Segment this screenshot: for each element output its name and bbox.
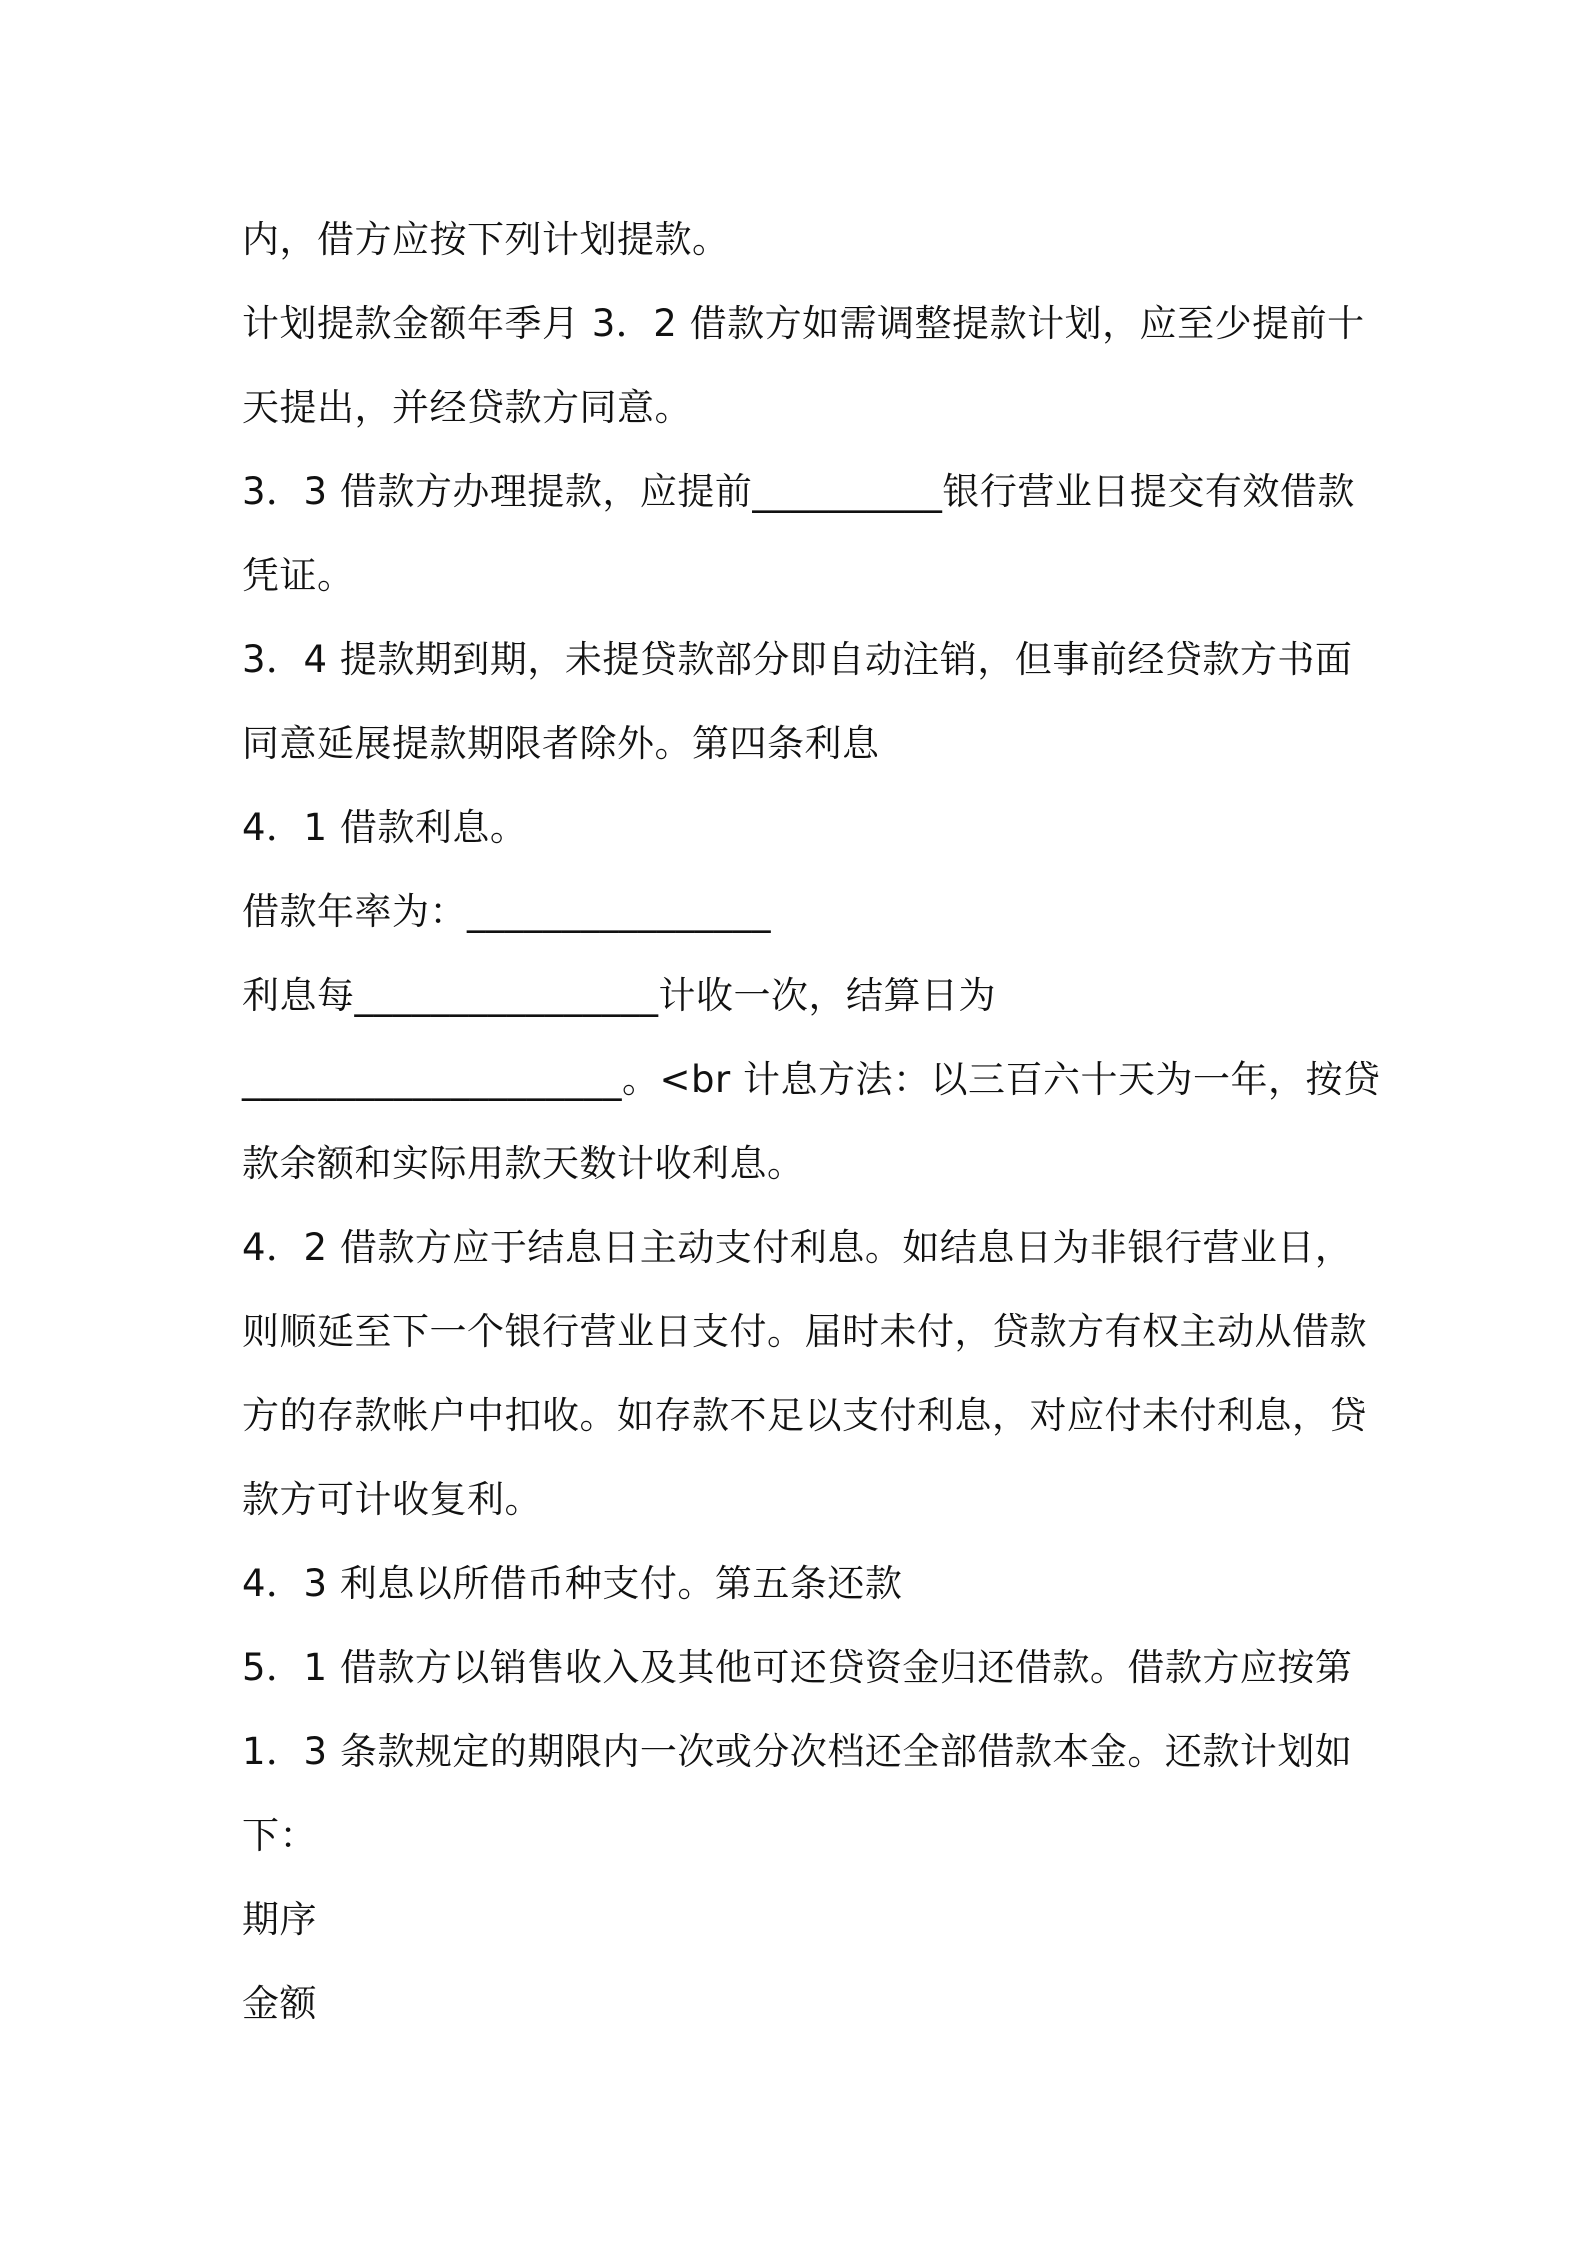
text-line: 金额: [242, 1982, 317, 2025]
text-line: 期序: [242, 1898, 317, 1941]
text-line: ____________________。<br 计息方法：以三百六十天为一年，按贷: [242, 1058, 1381, 1101]
text-line: 利息每________________计收一次，结算日为: [242, 974, 996, 1017]
text-line: 凭证。: [242, 554, 355, 597]
text-line: 4．1 借款利息。: [242, 806, 528, 849]
text-line: 4．3 利息以所借币种支付。第五条还款: [242, 1562, 903, 1605]
text-line: 方的存款帐户中扣收。如存款不足以支付利息，对应付未付利息，贷: [242, 1394, 1367, 1437]
text-line: 下：: [242, 1814, 317, 1857]
text-line: 5．1 借款方以销售收入及其他可还贷资金归还借款。借款方应按第: [242, 1646, 1353, 1689]
text-line: 3．3 借款方办理提款，应提前__________银行营业日提交有效借款: [242, 470, 1355, 513]
text-line: 计划提款金额年季月 3．2 借款方如需调整提款计划，应至少提前十: [242, 302, 1365, 345]
text-line: 则顺延至下一个银行营业日支付。届时未付，贷款方有权主动从借款: [242, 1310, 1367, 1353]
text-line: 款余额和实际用款天数计收利息。: [242, 1142, 805, 1185]
text-line: 借款年率为：________________: [242, 890, 771, 933]
text-line: 内，借方应按下列计划提款。: [242, 218, 730, 261]
text-line: 3．4 提款期到期，未提贷款部分即自动注销，但事前经贷款方书面: [242, 638, 1353, 681]
text-line: 天提出，并经贷款方同意。: [242, 386, 692, 429]
text-line: 4．2 借款方应于结息日主动支付利息。如结息日为非银行营业日，: [242, 1226, 1353, 1269]
text-line: 同意延展提款期限者除外。第四条利息: [242, 722, 880, 765]
text-line: 1．3 条款规定的期限内一次或分次档还全部借款本金。还款计划如: [242, 1730, 1353, 1773]
document-body: [242, 198, 1381, 2046]
text-line: 款方可计收复利。: [242, 1478, 542, 1521]
